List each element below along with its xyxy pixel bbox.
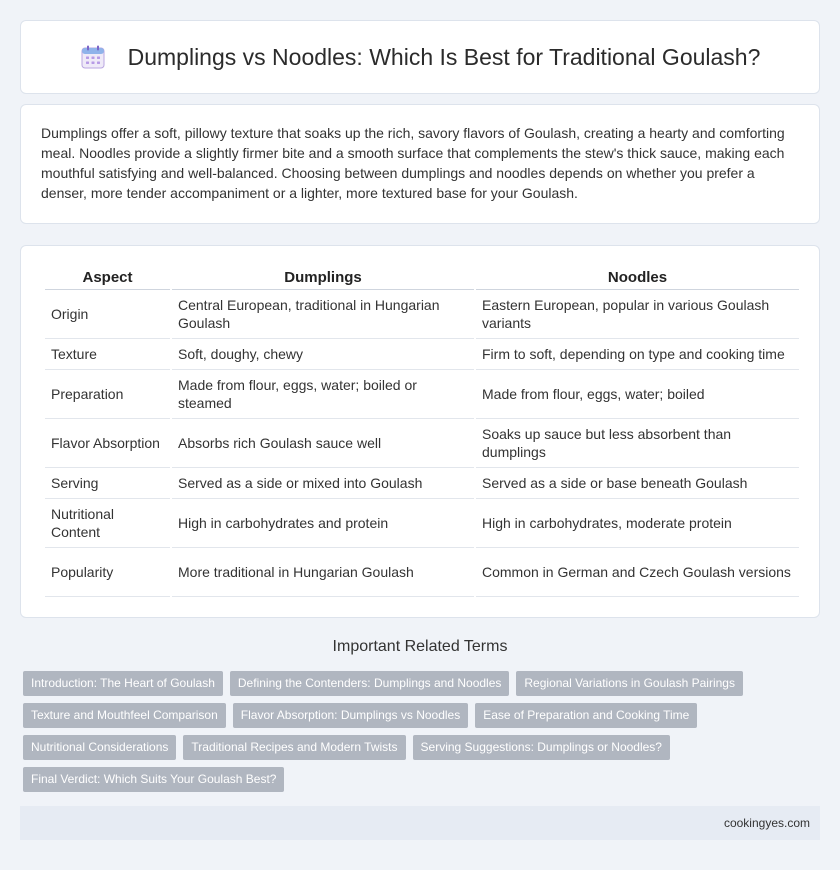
cell-dumplings: Served as a side or mixed into Goulash	[172, 468, 474, 499]
header-noodles: Noodles	[476, 266, 799, 290]
cell-noodles: Common in German and Czech Goulash versions	[476, 548, 799, 597]
table-row	[45, 419, 799, 468]
table-row	[45, 499, 799, 548]
cell-noodles: Eastern European, popular in various Goulash variants	[476, 290, 799, 339]
cell-aspect: Preparation	[45, 370, 170, 419]
cell-aspect: Serving	[45, 468, 170, 499]
cell-dumplings: Central European, traditional in Hungarian Goulash	[172, 290, 474, 339]
table-row	[45, 548, 799, 597]
cell-aspect: Nutritional Content	[45, 499, 170, 548]
header-dumplings: Dumplings	[172, 266, 474, 290]
cell-noodles: Soaks up sauce but less absorbent than dumplings	[476, 419, 799, 468]
cell-aspect: Popularity	[45, 548, 170, 597]
comparison-card	[20, 245, 820, 618]
related-tag[interactable]: Ease of Preparation and Cooking Time	[475, 703, 697, 728]
cell-dumplings: Absorbs rich Goulash sauce well	[172, 419, 474, 468]
related-tag[interactable]: Serving Suggestions: Dumplings or Noodles?	[413, 735, 670, 760]
cell-dumplings: Made from flour, eggs, water; boiled or steamed	[172, 370, 474, 419]
related-tag[interactable]: Flavor Absorption: Dumplings vs Noodles	[233, 703, 468, 728]
cell-noodles: Firm to soft, depending on type and cooking time	[476, 339, 799, 370]
cell-noodles: Made from flour, eggs, water; boiled	[476, 370, 799, 419]
related-tag[interactable]: Final Verdict: Which Suits Your Goulash Best?	[23, 767, 284, 792]
cell-aspect: Texture	[45, 339, 170, 370]
calendar-icon	[80, 44, 106, 70]
cell-aspect: Origin	[45, 290, 170, 339]
related-tag[interactable]: Traditional Recipes and Modern Twists	[183, 735, 405, 760]
header-card	[20, 20, 820, 94]
table-row	[45, 370, 799, 419]
table-row	[45, 339, 799, 370]
footer-site-link[interactable]: cookingyes.com	[723, 816, 810, 830]
related-tag[interactable]: Regional Variations in Goulash Pairings	[516, 671, 743, 696]
cell-noodles: Served as a side or base beneath Goulash	[476, 468, 799, 499]
table-row	[45, 290, 799, 339]
comparison-table	[43, 266, 801, 597]
cell-dumplings: Soft, doughy, chewy	[172, 339, 474, 370]
related-tag[interactable]: Texture and Mouthfeel Comparison	[23, 703, 226, 728]
cell-aspect: Flavor Absorption	[45, 419, 170, 468]
cell-noodles: High in carbohydrates, moderate protein	[476, 499, 799, 548]
related-tag[interactable]: Defining the Contenders: Dumplings and Noodles	[230, 671, 510, 696]
intro-paragraph: Dumplings offer a soft, pillowy texture that soaks up the rich, savory flavors of Goulash, creating a hearty and comforting meal. Noodles provide a slightly firmer bite and a smooth surface that complements the stew's thick sauce, making each mouthful satisfying and well-balanced. Choosing between dumplings and noodles depends on whether you prefer a denser, more tender accompaniment or a lighter, more textured base for your Goulash.	[41, 125, 785, 201]
header-aspect: Aspect	[45, 266, 170, 290]
footer	[20, 806, 820, 840]
table-row	[45, 468, 799, 499]
related-tag[interactable]: Nutritional Considerations	[23, 735, 176, 760]
related-terms-heading: Important Related Terms	[332, 638, 508, 655]
intro-card	[20, 104, 820, 224]
related-terms-list	[23, 671, 823, 799]
cell-dumplings: More traditional in Hungarian Goulash	[172, 548, 474, 597]
cell-dumplings: High in carbohydrates and protein	[172, 499, 474, 548]
page-title: Dumplings vs Noodles: Which Is Best for Traditional Goulash?	[127, 43, 761, 70]
related-tag[interactable]: Introduction: The Heart of Goulash	[23, 671, 223, 696]
